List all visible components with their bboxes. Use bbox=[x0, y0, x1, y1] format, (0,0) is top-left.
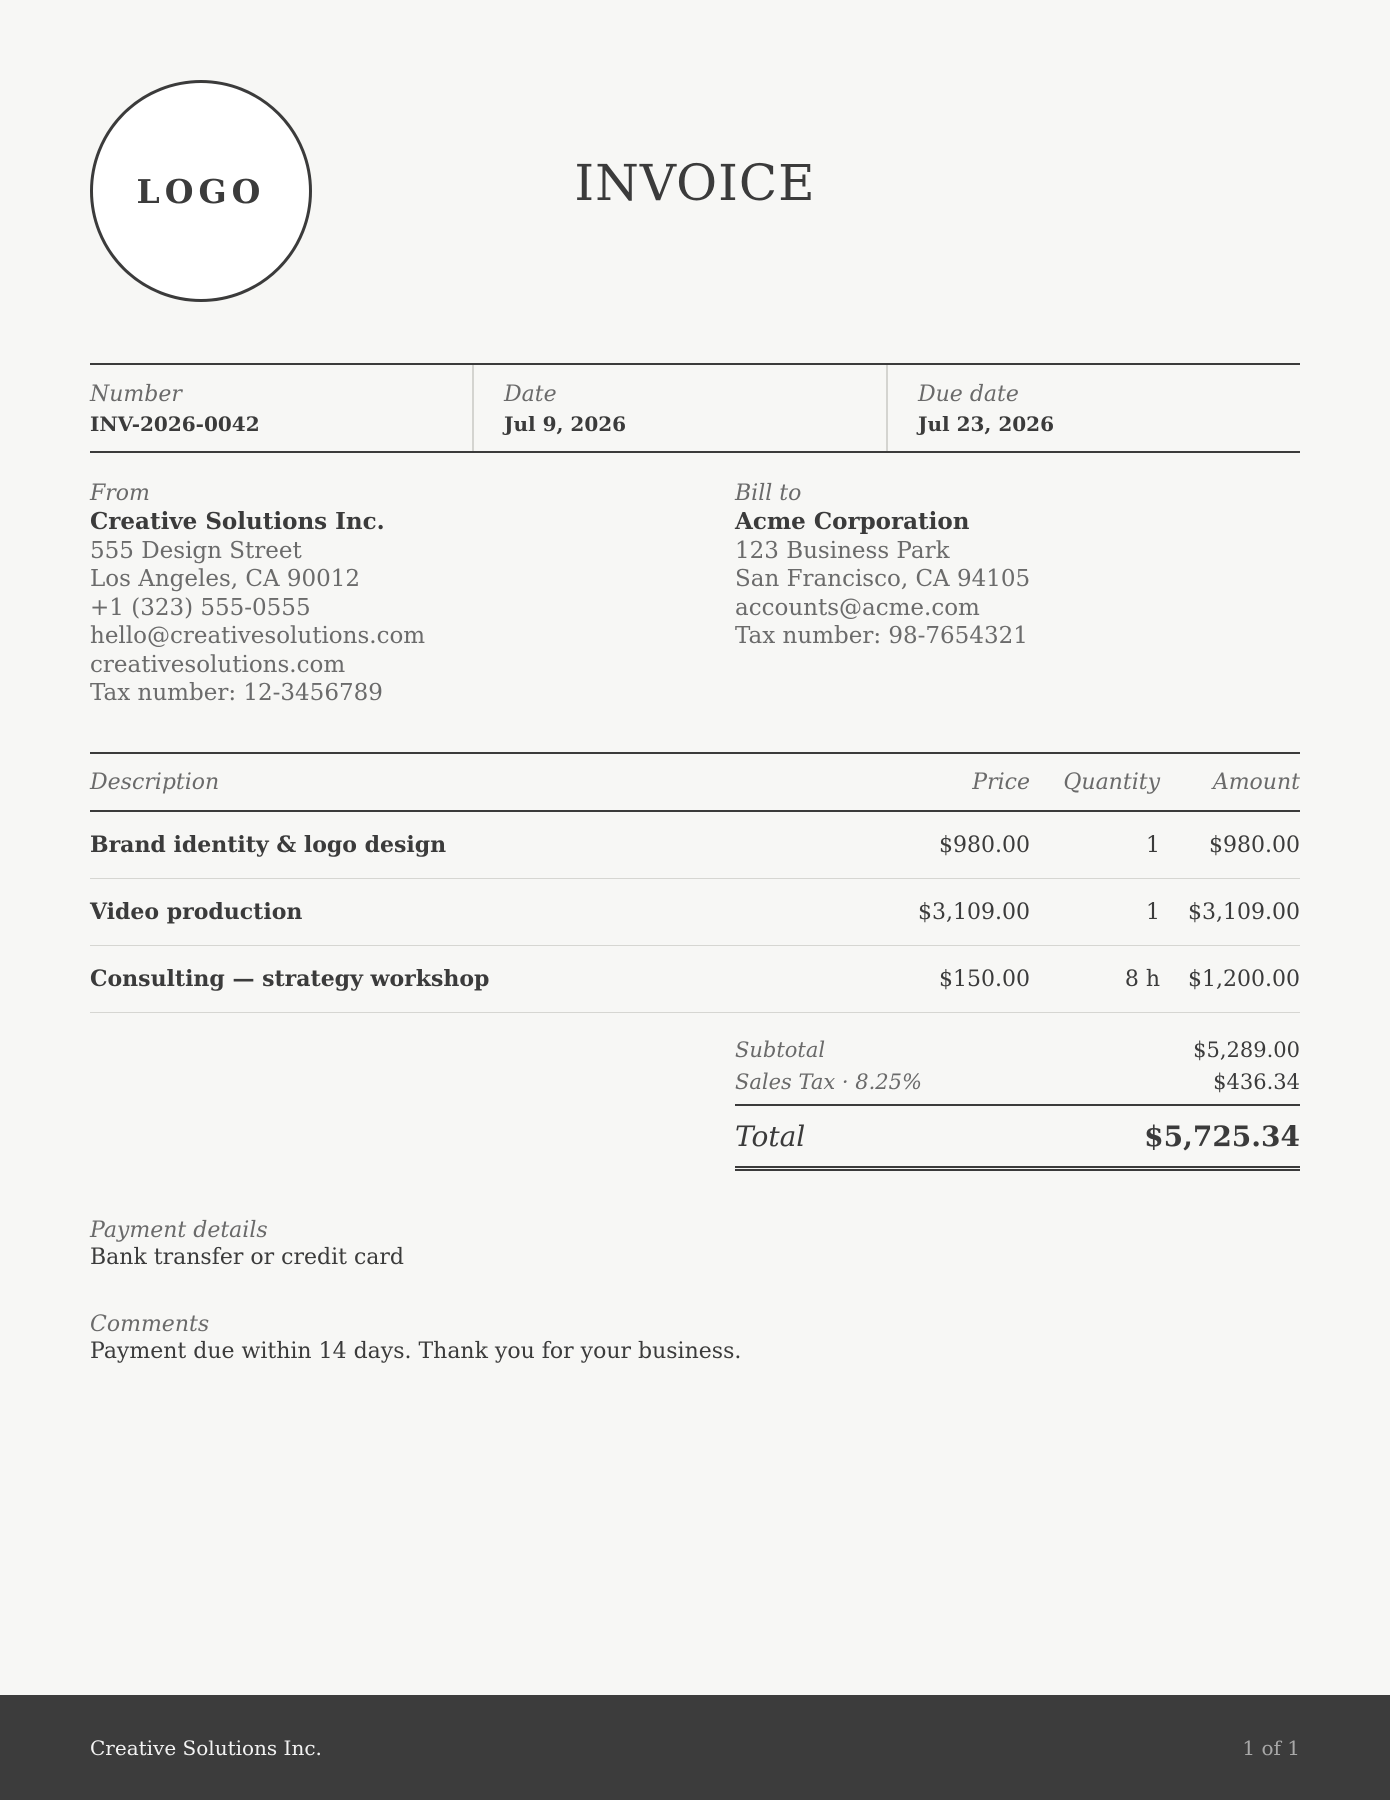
page-number: 1 of 1 bbox=[1242, 1735, 1300, 1760]
date-value: Jul 9, 2026 bbox=[504, 412, 627, 437]
item-amount: $1,200.00 bbox=[1188, 966, 1300, 992]
bill-to-address-line: 123 Business Park bbox=[735, 537, 950, 564]
from-city-line: Los Angeles, CA 90012 bbox=[90, 566, 361, 592]
item-quantity: 1 bbox=[1146, 899, 1160, 925]
item-price: $3,109.00 bbox=[918, 899, 1030, 925]
number-value: INV-2026-0042 bbox=[90, 412, 260, 437]
from-website: creativesolutions.com bbox=[90, 651, 346, 678]
subtotal-value: $5,289.00 bbox=[1193, 1038, 1300, 1062]
item-description: Consulting — strategy workshop bbox=[90, 966, 490, 992]
item-price: $150.00 bbox=[939, 966, 1030, 992]
item-amount: $3,109.00 bbox=[1188, 899, 1300, 925]
bill-to-tax-number: Tax number: 98-7654321 bbox=[735, 623, 1028, 649]
bill-to-label: Bill to bbox=[735, 481, 802, 506]
meta-number bbox=[90, 365, 472, 451]
tax-row bbox=[735, 1066, 1300, 1098]
totals-block bbox=[735, 1034, 1300, 1171]
tax-label: Sales Tax · 8.25% bbox=[735, 1070, 922, 1094]
item-quantity: 1 bbox=[1146, 832, 1160, 858]
logo-text: LOGO bbox=[136, 171, 266, 211]
comments-label: Comments bbox=[90, 1312, 210, 1337]
from-phone: +1 (323) 555-0555 bbox=[90, 594, 311, 621]
from-email: hello@creativesolutions.com bbox=[90, 623, 426, 649]
footer-company: Creative Solutions Inc. bbox=[90, 1735, 322, 1760]
item-quantity: 8 h bbox=[1124, 966, 1160, 992]
header-quantity: Quantity bbox=[1063, 769, 1160, 795]
logo-circle bbox=[90, 80, 312, 302]
table-row bbox=[90, 812, 1300, 879]
table-row bbox=[90, 879, 1300, 946]
invoice-title: INVOICE bbox=[574, 154, 816, 212]
from-tax-number: Tax number: 12-3456789 bbox=[90, 680, 383, 706]
from-company-name: Creative Solutions Inc. bbox=[90, 508, 385, 535]
from-address-line: 555 Design Street bbox=[90, 537, 302, 564]
table-row bbox=[90, 946, 1300, 1013]
header-amount: Amount bbox=[1212, 769, 1300, 795]
meta-date bbox=[472, 365, 886, 451]
payment-text: Bank transfer or credit card bbox=[90, 1245, 404, 1271]
date-label: Date bbox=[504, 382, 557, 407]
payment-label: Payment details bbox=[90, 1218, 268, 1243]
subtotal-row bbox=[735, 1034, 1300, 1066]
from-label: From bbox=[90, 481, 150, 506]
from-block bbox=[90, 480, 690, 708]
tax-value: $436.34 bbox=[1213, 1070, 1300, 1094]
due-date-label: Due date bbox=[918, 382, 1019, 407]
bill-to-company-name: Acme Corporation bbox=[735, 508, 970, 535]
bill-to-city-line: San Francisco, CA 94105 bbox=[735, 566, 1031, 592]
due-date-value: Jul 23, 2026 bbox=[918, 412, 1054, 437]
item-description: Video production bbox=[90, 899, 303, 925]
comments-text: Payment due within 14 days. Thank you for your business. bbox=[90, 1339, 742, 1365]
item-description: Brand identity & logo design bbox=[90, 832, 447, 858]
meta-due-date bbox=[886, 365, 1300, 451]
line-items-table bbox=[90, 752, 1300, 1013]
bill-to-block bbox=[735, 480, 1295, 651]
invoice-meta bbox=[90, 363, 1300, 453]
item-price: $980.00 bbox=[939, 832, 1030, 858]
header-price: Price bbox=[972, 769, 1030, 795]
footer bbox=[0, 1695, 1390, 1800]
bill-to-email: accounts@acme.com bbox=[735, 594, 980, 621]
item-amount: $980.00 bbox=[1209, 832, 1300, 858]
total-row bbox=[735, 1104, 1300, 1171]
total-value: $5,725.34 bbox=[1144, 1119, 1300, 1153]
table-header-row bbox=[90, 752, 1300, 812]
payment-details bbox=[90, 1218, 404, 1272]
header-description: Description bbox=[90, 769, 220, 795]
number-label: Number bbox=[90, 382, 182, 407]
comments bbox=[90, 1312, 741, 1366]
total-label: Total bbox=[735, 1119, 806, 1153]
subtotal-label: Subtotal bbox=[735, 1038, 826, 1062]
